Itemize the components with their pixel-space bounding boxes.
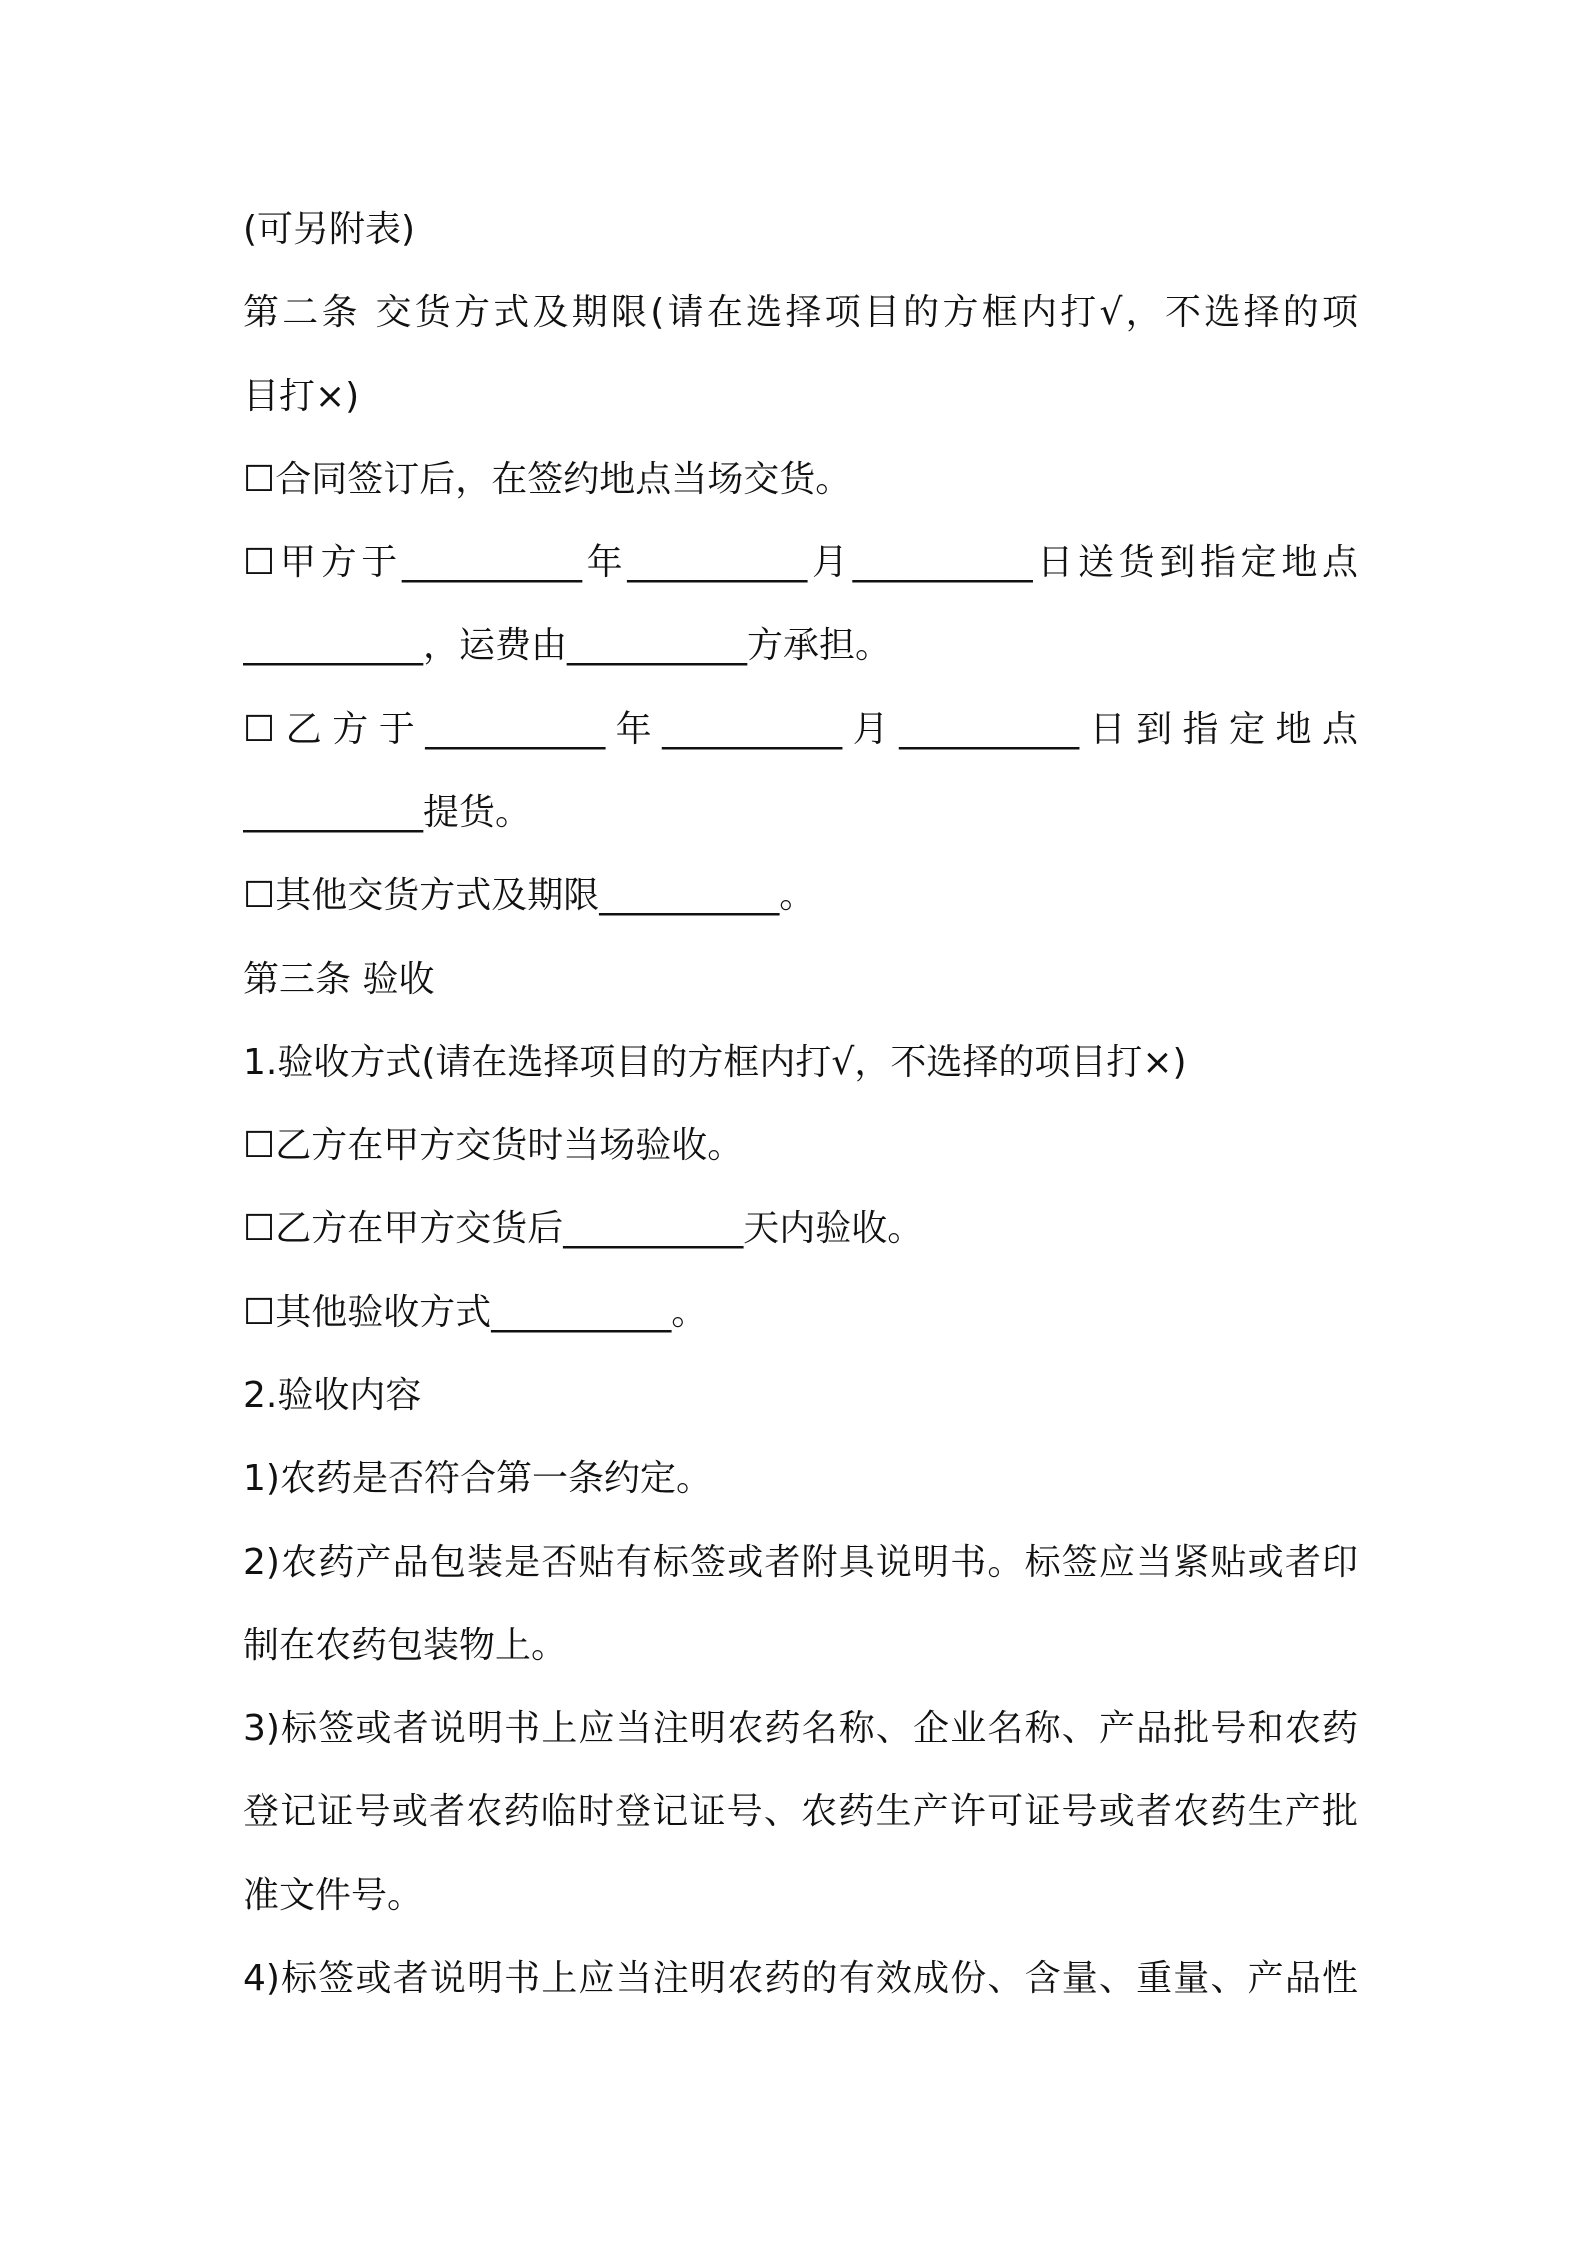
article-heading: 第二条 交货方式及期限(请在选择项目的方框内打√，不选择的项 [243, 292, 1358, 333]
checkbox-option: ☐其他交货方式及期限__________。 [243, 875, 816, 916]
list-item: 4)标签或者说明书上应当注明农药的有效成份、含量、重量、产品性 [243, 1958, 1358, 1999]
list-item: 1)农药是否符合第一条约定。 [243, 1458, 712, 1499]
checkbox-option: ☐乙方在甲方交货时当场验收。 [243, 1125, 744, 1166]
text-line: 登记证号或者农药临时登记证号、农药生产许可证号或者农药生产批 [243, 1791, 1358, 1832]
list-item: 2)农药产品包装是否贴有标签或者附具说明书。标签应当紧贴或者印 [243, 1542, 1358, 1583]
checkbox-option: ☐乙方于__________年__________月__________日到指定地点 [243, 709, 1358, 750]
section-heading: 1.验收方式(请在选择项目的方框内打√，不选择的项目打×) [243, 1042, 1187, 1083]
list-item: 3)标签或者说明书上应当注明农药名称、企业名称、产品批号和农药 [243, 1708, 1358, 1749]
section-heading: 2.验收内容 [243, 1375, 422, 1416]
checkbox-option: ☐乙方在甲方交货后__________天内验收。 [243, 1208, 924, 1249]
text-line: __________提货。 [243, 792, 532, 833]
text-line: 准文件号。 [243, 1875, 424, 1916]
article-heading: 第三条 验收 [243, 959, 435, 1000]
checkbox-option: ☐甲方于__________年__________月__________日送货到指定地点 [243, 542, 1358, 583]
text-line: 制在农药包装物上。 [243, 1625, 568, 1666]
text-line: (可另附表) [243, 209, 416, 250]
checkbox-option: ☐其他验收方式__________。 [243, 1292, 708, 1333]
checkbox-option: ☐合同签订后，在签约地点当场交货。 [243, 459, 852, 500]
text-line: 目打×) [243, 376, 360, 417]
text-line: __________，运费由__________方承担。 [243, 625, 892, 666]
